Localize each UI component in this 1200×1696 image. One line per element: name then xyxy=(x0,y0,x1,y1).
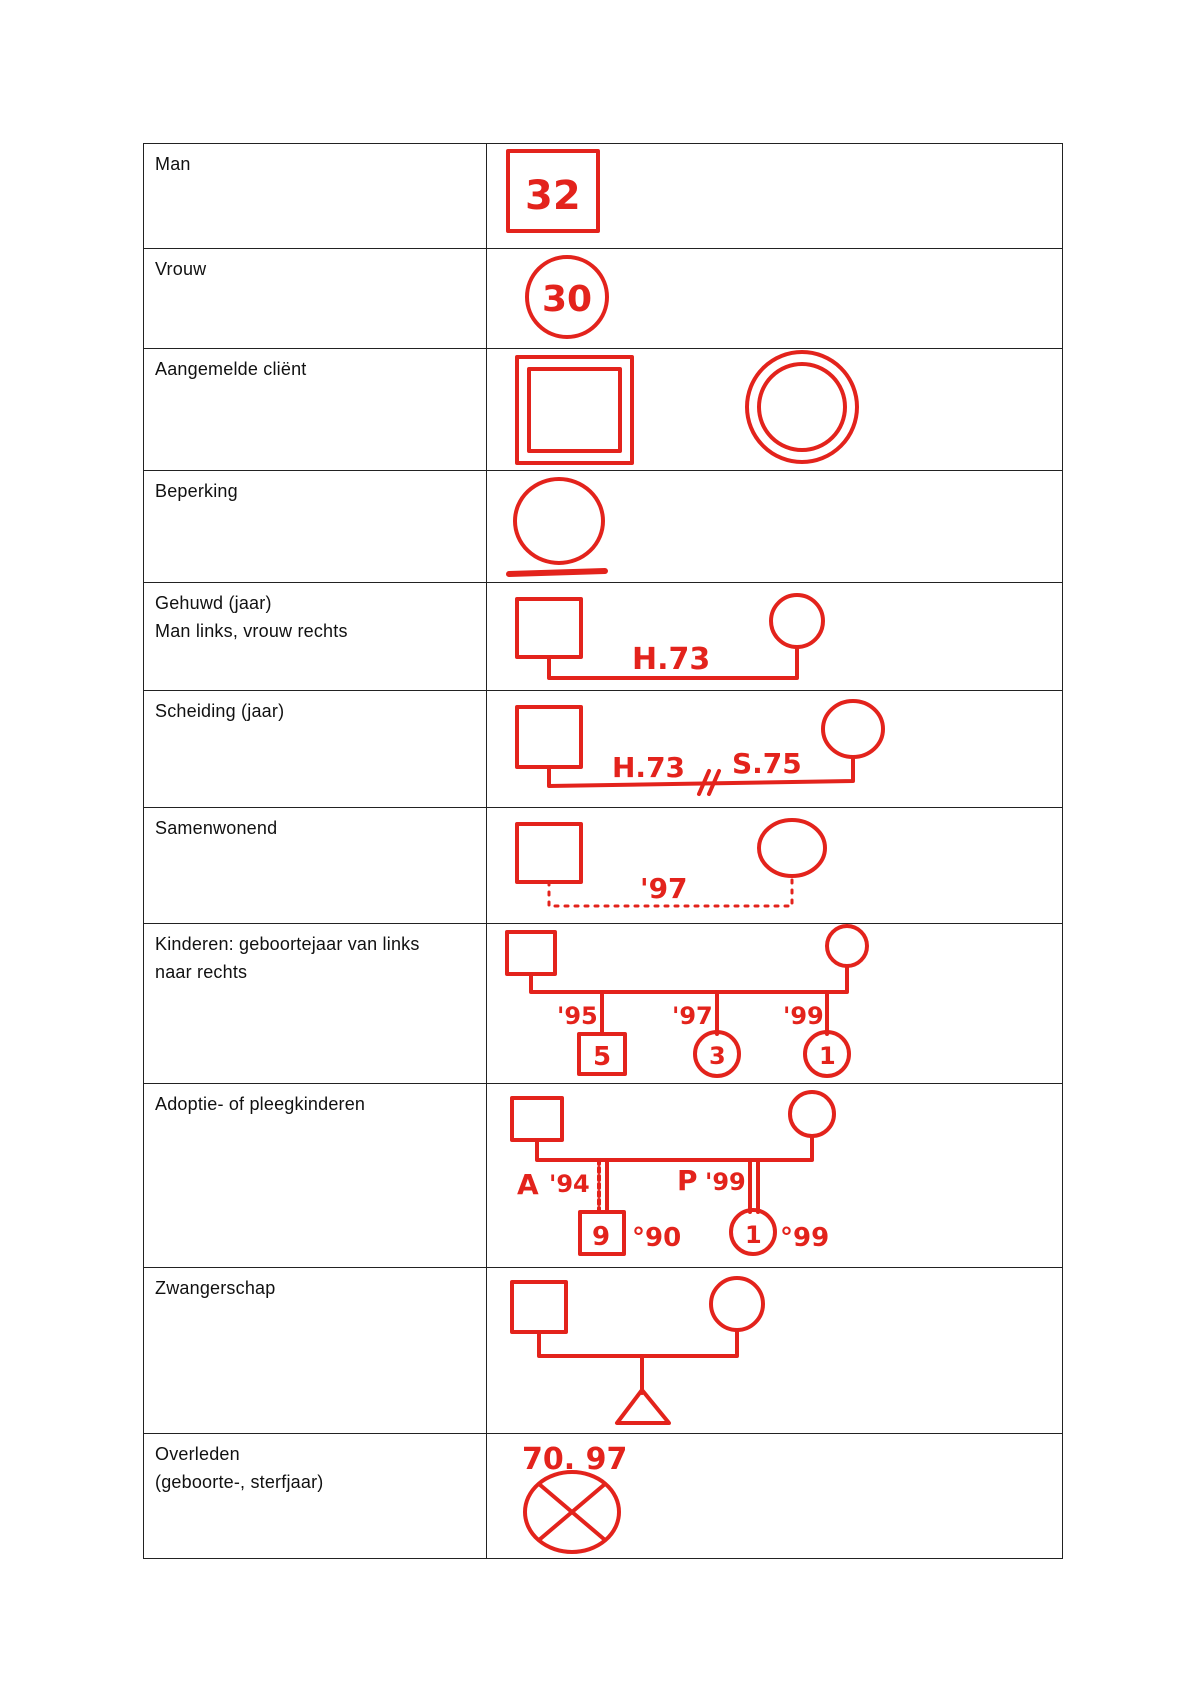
legend-row-samenwonend xyxy=(144,808,1063,924)
label-beperking xyxy=(144,471,487,583)
label-kinderen xyxy=(144,924,487,1084)
age-text: 32 xyxy=(525,173,581,219)
child-age: 5 xyxy=(593,1042,612,1072)
marriage-year: H.73 xyxy=(632,642,711,677)
client-female-outer-icon xyxy=(747,352,857,462)
label-text: Aangemelde cliënt xyxy=(155,359,307,379)
mother-circle-icon xyxy=(790,1092,834,1136)
child-age: 3 xyxy=(709,1042,726,1070)
label-adoptie xyxy=(144,1084,487,1268)
gehuwd-symbol xyxy=(487,583,1085,691)
client-female-inner-icon xyxy=(759,364,845,450)
label-text: (geboorte-, sterfjaar) xyxy=(155,1472,324,1492)
child-age: 1 xyxy=(745,1221,762,1249)
symbol-cell-client xyxy=(487,349,1063,471)
label-man xyxy=(144,144,487,249)
label-text: Adoptie- of pleegkinderen xyxy=(155,1094,366,1114)
symbol-cell-zwangerschap xyxy=(487,1268,1063,1434)
client-male-inner-icon xyxy=(529,369,620,451)
symbol-cell-samenwonend xyxy=(487,808,1063,924)
label-zwangerschap xyxy=(144,1268,487,1434)
parents-line-icon xyxy=(531,966,847,992)
label-vrouw xyxy=(144,249,487,349)
overleden-symbol xyxy=(487,1434,1085,1559)
label-text: Scheiding (jaar) xyxy=(155,701,285,721)
adoption-marker: A xyxy=(517,1168,539,1201)
foster-marker: P xyxy=(677,1164,698,1197)
symbol-cell-adoptie xyxy=(487,1084,1063,1268)
legend-row-adoptie xyxy=(144,1084,1063,1268)
female-circle-icon xyxy=(515,479,603,563)
mother-circle-icon xyxy=(827,926,867,966)
label-text: Kinderen: geboortejaar van links xyxy=(155,934,420,954)
mother-circle-icon xyxy=(711,1278,763,1330)
birth-death-years: 70. 97 xyxy=(522,1442,628,1477)
vrouw-symbol xyxy=(487,249,1085,349)
legend-row-zwangerschap xyxy=(144,1268,1063,1434)
age-text: 30 xyxy=(542,279,593,320)
label-text: naar rechts xyxy=(155,962,248,982)
female-circle-icon xyxy=(759,820,825,876)
label-text: Man xyxy=(155,154,191,174)
legend-row-client xyxy=(144,349,1063,471)
samenwonend-symbol xyxy=(487,808,1085,924)
label-text: Gehuwd (jaar) xyxy=(155,593,272,613)
label-text: Man links, vrouw rechts xyxy=(155,621,348,641)
label-text: Beperking xyxy=(155,481,238,501)
label-text: Overleden xyxy=(155,1444,240,1464)
parents-line-icon xyxy=(537,1136,812,1160)
legend-row-overleden xyxy=(144,1434,1063,1559)
foster-year: '99 xyxy=(705,1168,746,1196)
kinderen-symbol xyxy=(487,924,1085,1084)
birth-year: '99 xyxy=(783,1002,824,1030)
pregnancy-triangle-icon xyxy=(617,1390,669,1423)
label-text: Zwangerschap xyxy=(155,1278,276,1298)
label-text: Vrouw xyxy=(155,259,207,279)
man-symbol xyxy=(487,144,1085,249)
adoptie-symbol xyxy=(487,1084,1085,1268)
symbol-cell-vrouw xyxy=(487,249,1063,349)
legend-row-kinderen xyxy=(144,924,1063,1084)
legend-row-man xyxy=(144,144,1063,249)
male-square-icon xyxy=(517,707,581,767)
marriage-line-icon xyxy=(549,757,853,786)
birth-year: '95 xyxy=(557,1002,598,1030)
adoption-year: '94 xyxy=(549,1170,590,1198)
symbol-cell-man xyxy=(487,144,1063,249)
client-male-outer-icon xyxy=(517,357,632,463)
female-circle-icon xyxy=(823,701,883,757)
underline-icon xyxy=(509,571,605,574)
symbol-cell-beperking xyxy=(487,471,1063,583)
father-square-icon xyxy=(512,1282,566,1332)
symbol-cell-overleden xyxy=(487,1434,1063,1559)
legend-row-gehuwd xyxy=(144,583,1063,691)
legend-row-scheiding xyxy=(144,691,1063,808)
symbol-cell-gehuwd xyxy=(487,583,1063,691)
marriage-year: H.73 xyxy=(612,751,686,784)
legend-row-beperking xyxy=(144,471,1063,583)
father-square-icon xyxy=(507,932,555,974)
birth-year: '97 xyxy=(672,1002,713,1030)
label-overleden xyxy=(144,1434,487,1559)
legend-row-vrouw xyxy=(144,249,1063,349)
male-square-icon xyxy=(517,599,581,657)
cohabitation-year: '97 xyxy=(640,872,688,905)
symbol-cell-scheiding xyxy=(487,691,1063,808)
label-text: Samenwonend xyxy=(155,818,278,838)
label-samenwonend xyxy=(144,808,487,924)
zwangerschap-symbol xyxy=(487,1268,1085,1434)
label-client xyxy=(144,349,487,471)
genogram-legend-table xyxy=(143,143,1063,1559)
parents-line-icon xyxy=(539,1330,737,1356)
client-symbol xyxy=(487,349,1085,471)
child-age: 9 xyxy=(592,1222,611,1252)
beperking-symbol xyxy=(487,471,1085,583)
female-circle-icon xyxy=(771,595,823,647)
label-gehuwd xyxy=(144,583,487,691)
father-square-icon xyxy=(512,1098,562,1140)
child-birth-year: °90 xyxy=(632,1223,682,1253)
label-scheiding xyxy=(144,691,487,808)
symbol-cell-kinderen xyxy=(487,924,1063,1084)
child-age: 1 xyxy=(819,1042,836,1070)
child-birth-year: °99 xyxy=(780,1223,830,1253)
scheiding-symbol xyxy=(487,691,1085,808)
male-square-icon xyxy=(517,824,581,882)
divorce-year: S.75 xyxy=(732,747,802,780)
